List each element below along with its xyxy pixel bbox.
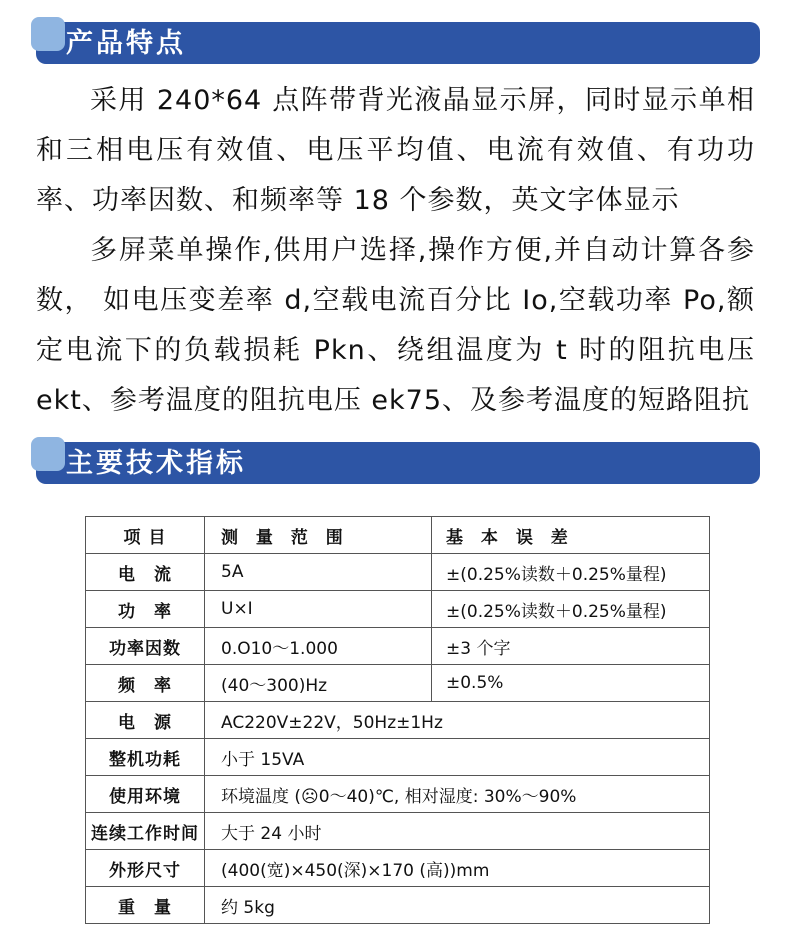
specs-table [85,516,710,924]
spec-range-value: (400(宽)×450(深)×170 (高))mm [205,850,710,887]
spec-item-label: 重 量 [86,887,205,924]
spec-item-label: 功 率 [86,591,205,628]
features-section-title: 产品特点 [66,27,186,59]
features-text-block [36,76,755,426]
specs-table-container [85,516,790,924]
spec-error-value: ±0.5% [432,665,710,702]
features-paragraph-1: 采用 240*64 点阵带背光液晶显示屏，同时显示单相和三相电压有效值、电压平均值、电流有效值、有功功率、功率因数、和频率等 18 个参数，英文字体显示 [36,85,755,216]
spec-item-label: 使用环境 [86,776,205,813]
table-row [86,702,710,739]
header-range: 测 量 范 围 [205,517,432,554]
spec-range-value: 大于 24 小时 [205,813,710,850]
spec-item-label: 电 流 [86,554,205,591]
spec-item-label: 电 源 [86,702,205,739]
spec-item-label: 功率因数 [86,628,205,665]
spec-range-value: 约 5kg [205,887,710,924]
spec-range-value: 环境温度 (☹0～40)℃, 相对湿度: 30%～90% [205,776,710,813]
table-row [86,591,710,628]
spec-item-label: 整机功耗 [86,739,205,776]
table-row [86,628,710,665]
spec-error-value: ±3 个字 [432,628,710,665]
table-row [86,850,710,887]
spec-item-label: 外形尺寸 [86,850,205,887]
table-row [86,554,710,591]
spec-range-value: U×I [205,591,432,628]
table-row [86,776,710,813]
table-row [86,887,710,924]
table-row [86,813,710,850]
table-row [86,665,710,702]
spec-error-value: ±(0.25%读数＋0.25%量程) [432,591,710,628]
spec-range-value: AC220V±22V，50Hz±1Hz [205,702,710,739]
spec-range-value: (40～300)Hz [205,665,432,702]
specs-section-title: 主要技术指标 [66,447,246,479]
spec-range-value: 5A [205,554,432,591]
header-item: 项 目 [86,517,205,554]
table-header-row [86,517,710,554]
spec-range-value: 小于 15VA [205,739,710,776]
table-row [86,739,710,776]
features-paragraph-2: 多屏菜单操作,供用户选择,操作方便,并自动计算各参数， 如电压变差率 d,空载电流百分比 Io,空载功率 Po,额定电流下的负载损耗 Pkn、绕组温度为 t 时的阻抗电压 ekt、参考温度的阻抗电压 ek75、及参考温度的短路阻抗 [36,235,755,416]
spec-item-label: 频 率 [86,665,205,702]
spec-item-label: 连续工作时间 [86,813,205,850]
spec-range-value: 0.O10～1.000 [205,628,432,665]
specs-table-body [86,554,710,924]
specs-section-banner [36,442,760,484]
header-error: 基 本 误 差 [432,517,710,554]
spec-error-value: ±(0.25%读数＋0.25%量程) [432,554,710,591]
features-section-banner [36,22,760,64]
